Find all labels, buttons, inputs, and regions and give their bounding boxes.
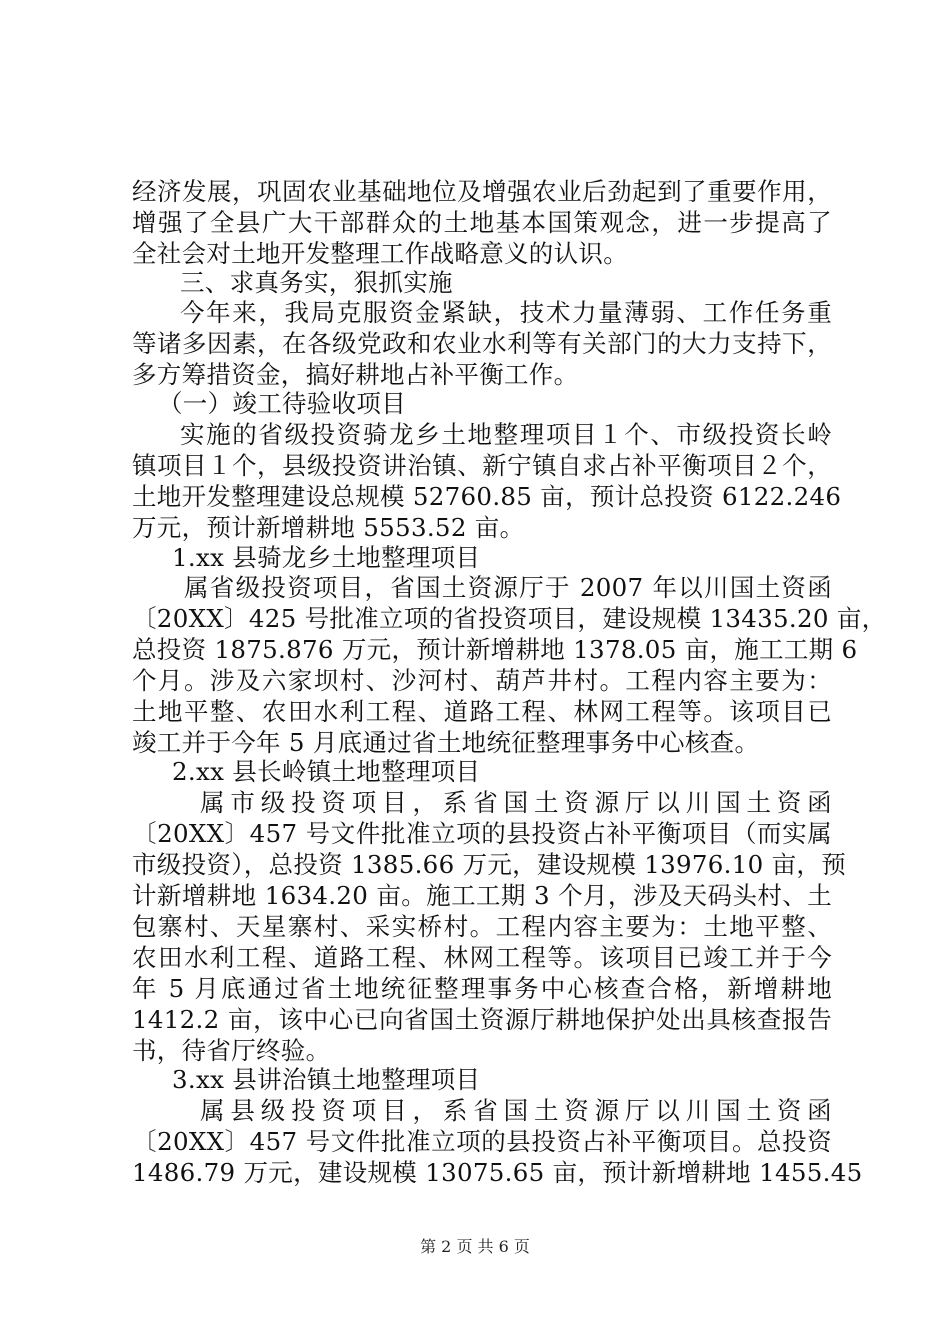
paragraph-line: 经济发展，巩固农业基础地位及增强农业后劲起到了重要作用， [132,177,832,206]
paragraph-line: 万元，预计新增耕地 5553.52 亩。 [132,513,525,542]
paragraph-line: 〔20XX〕425 号批准立项的省投资项目，建设规模 13435.20 亩， [132,604,887,633]
paragraph-line: 书，待省厅终验。 [132,1036,331,1065]
item-heading: 3.xx 县讲治镇土地整理项目 [172,1065,481,1094]
paragraph-line: 多方筹措资金，搞好耕地占补平衡工作。 [132,360,579,389]
item-heading: 2.xx 县长岭镇土地整理项目 [172,757,481,786]
paragraph-line: 属县级投资项目，系省国土资源厅以川国土资函 [200,1096,832,1125]
paragraph-line: 实施的省级投资骑龙乡土地整理项目１个、市级投资长岭 [180,420,832,449]
paragraph-line: 镇项目１个，县级投资讲治镇、新宁镇自求占补平衡项目２个， [132,451,832,480]
page-footer: 第 2 页 共 6 页 [420,1237,530,1256]
paragraph-line: 1412.2 亩，该中心已向省国土资源厅耕地保护处出具核查报告 [132,1005,832,1034]
paragraph-line: 包寨村、天星寨村、采实桥村。工程内容主要为：土地平整、 [132,912,832,941]
paragraph-line: 市级投资），总投资 1385.66 万元，建设规模 13976.10 亩，预 [132,850,847,879]
paragraph-line: 今年来，我局克服资金紧缺，技术力量薄弱、工作任务重 [180,298,832,327]
paragraph-line: 竣工并于今年 5 月底通过省土地统征整理事务中心核查。 [132,728,760,757]
paragraph-line: 1486.79 万元，建设规模 13075.65 亩，预计新增耕地 1455.45 [132,1158,863,1187]
paragraph-line: 属市级投资项目，系省国土资源厅以川国土资函 [200,788,832,817]
subsection-heading: （一）竣工待验收项目 [158,389,406,418]
item-heading: 1.xx 县骑龙乡土地整理项目 [172,543,481,572]
section-heading: 三、求真务实，狠抓实施 [180,268,453,297]
paragraph-line: 总投资 1875.876 万元，预计新增耕地 1378.05 亩，施工工期 6 [132,635,858,664]
paragraph-line: 〔20XX〕457 号文件批准立项的县投资占补平衡项目。总投资 [132,1127,832,1156]
paragraph-line: 等诸多因素，在各级党政和农业水利等有关部门的大力支持下， [132,329,832,358]
paragraph-line: 全社会对土地开发整理工作战略意义的认识。 [132,239,628,268]
paragraph-line: 计新增耕地 1634.20 亩。施工工期 3 个月，涉及天码头村、土 [132,881,832,910]
paragraph-line: 〔20XX〕457 号文件批准立项的县投资占补平衡项目（而实属 [132,819,832,848]
paragraph-line: 属省级投资项目，省国土资源厅于 2007 年以川国土资函 [184,573,832,602]
paragraph-line: 土地开发整理建设总规模 52760.85 亩，预计总投资 6122.246 [132,482,842,511]
paragraph-line: 个月。涉及六家坝村、沙河村、葫芦井村。工程内容主要为： [132,666,832,695]
paragraph-line: 农田水利工程、道路工程、林网工程等。该项目已竣工并于今 [132,943,832,972]
paragraph-line: 年 5 月底通过省土地统征整理事务中心核查合格，新增耕地 [132,974,832,1003]
paragraph-line: 土地平整、农田水利工程、道路工程、林网工程等。该项目已 [132,697,832,726]
paragraph-line: 增强了全县广大干部群众的土地基本国策观念，进一步提高了 [132,208,832,237]
